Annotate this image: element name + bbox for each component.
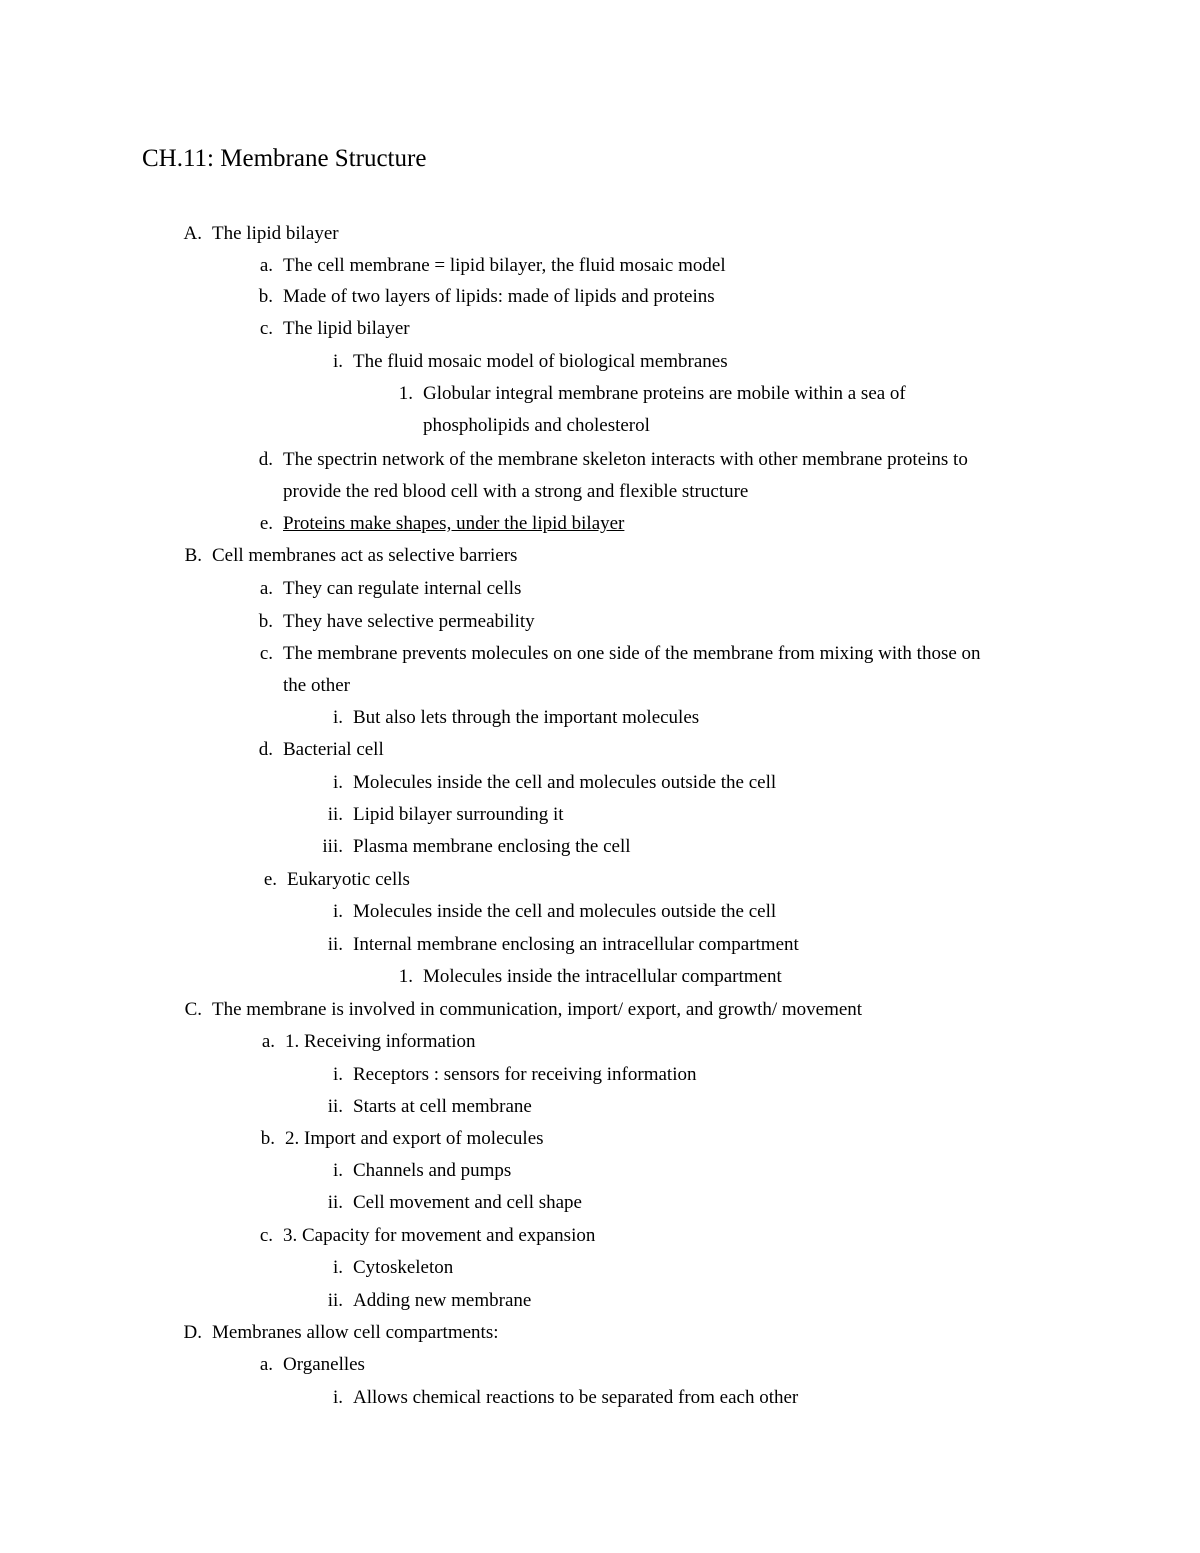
item-marker: b. xyxy=(258,286,273,307)
item-marker: b. xyxy=(258,611,273,632)
item-marker: i. xyxy=(332,1387,343,1408)
item-marker: a. xyxy=(259,578,273,599)
item-text: The cell membrane = lipid bilayer, the fluid mosaic model xyxy=(283,255,726,276)
item-text: Molecules inside the cell and molecules outside the cell xyxy=(353,901,777,922)
outline-item xyxy=(183,218,339,250)
outline-item xyxy=(259,313,410,345)
outline-item xyxy=(283,670,350,702)
item-text: The lipid bilayer xyxy=(283,318,410,339)
item-marker: i. xyxy=(332,351,343,372)
item-marker: c. xyxy=(259,643,273,664)
outline-item xyxy=(332,1382,799,1414)
item-marker: iii. xyxy=(322,836,343,857)
outline-item xyxy=(398,961,782,993)
item-marker: i. xyxy=(332,1064,343,1085)
outline-item xyxy=(259,573,522,605)
item-text: the other xyxy=(283,675,351,696)
item-text: They can regulate internal cells xyxy=(283,578,522,599)
item-marker: 1. xyxy=(398,966,413,987)
item-text: But also lets through the important molecules xyxy=(353,707,700,728)
item-marker: ii. xyxy=(327,934,343,955)
item-text: Membranes allow cell compartments: xyxy=(212,1322,499,1343)
outline-item xyxy=(327,1285,532,1317)
outline-item xyxy=(332,767,777,799)
item-text: Internal membrane enclosing an intracellular compartment xyxy=(353,934,799,955)
item-marker: i. xyxy=(332,1160,343,1181)
item-marker: ii. xyxy=(327,1290,343,1311)
item-text: Organelles xyxy=(283,1354,365,1375)
outline-item xyxy=(423,410,650,442)
item-text: Plasma membrane enclosing the cell xyxy=(353,836,631,857)
item-text: The fluid mosaic model of biological membranes xyxy=(353,351,728,372)
item-text: Eukaryotic cells xyxy=(287,869,410,890)
outline-item xyxy=(258,606,535,638)
outline-item xyxy=(332,1059,697,1091)
item-text: Cytoskeleton xyxy=(353,1257,454,1278)
item-marker: a. xyxy=(259,255,273,276)
item-text: Cell movement and cell shape xyxy=(353,1192,582,1213)
item-marker: i. xyxy=(332,901,343,922)
item-text: provide the red blood cell with a strong and flexible structure xyxy=(283,481,749,502)
item-text: They have selective permeability xyxy=(283,611,535,632)
item-text: Adding new membrane xyxy=(353,1290,532,1311)
outline-item xyxy=(332,346,728,378)
item-text: 2. Import and export of molecules xyxy=(285,1128,544,1149)
item-text: Receptors : sensors for receiving information xyxy=(353,1064,697,1085)
item-text: phospholipids and cholesterol xyxy=(423,415,650,436)
item-text: Lipid bilayer surrounding it xyxy=(353,804,564,825)
item-text: Starts at cell membrane xyxy=(353,1096,532,1117)
outline-item xyxy=(327,929,799,961)
outline-item xyxy=(261,1026,476,1058)
item-marker: e. xyxy=(259,513,273,534)
outline-item xyxy=(259,1349,365,1381)
outline-item xyxy=(258,444,968,476)
outline-item xyxy=(332,702,700,734)
item-marker: ii. xyxy=(327,1192,343,1213)
item-text: Made of two layers of lipids: made of lipids and proteins xyxy=(283,286,715,307)
item-text: The lipid bilayer xyxy=(212,223,339,244)
item-text: Channels and pumps xyxy=(353,1160,512,1181)
item-marker: d. xyxy=(258,739,273,760)
outline-item xyxy=(332,1155,512,1187)
item-marker: b. xyxy=(260,1128,275,1149)
outline-item xyxy=(327,799,564,831)
outline-item xyxy=(398,378,906,410)
item-text: The membrane prevents molecules on one side of the membrane from mixing with those on xyxy=(283,643,981,664)
item-text: Proteins make shapes, under the lipid bilayer xyxy=(283,513,625,534)
outline-item xyxy=(259,250,726,282)
item-marker: d. xyxy=(258,449,273,470)
outline-item xyxy=(183,1317,499,1349)
item-text: 1. Receiving information xyxy=(285,1031,476,1052)
item-text: Globular integral membrane proteins are mobile within a sea of xyxy=(423,383,906,404)
item-text: The membrane is involved in communication, import/ export, and growth/ movement xyxy=(212,999,863,1020)
outline-item xyxy=(260,1123,544,1155)
item-marker: i. xyxy=(332,1257,343,1278)
outline-item xyxy=(259,508,625,540)
outline-item xyxy=(259,638,981,670)
outline-item xyxy=(332,1252,454,1284)
item-text: Allows chemical reactions to be separated from each other xyxy=(353,1387,799,1408)
item-marker: a. xyxy=(261,1031,275,1052)
item-text: Cell membranes act as selective barriers xyxy=(212,545,518,566)
item-marker: D. xyxy=(183,1322,202,1343)
item-marker: ii. xyxy=(327,1096,343,1117)
outline-item xyxy=(263,864,410,896)
outline-item xyxy=(184,540,518,572)
item-text: Bacterial cell xyxy=(283,739,384,760)
item-text: 3. Capacity for movement and expansion xyxy=(283,1225,596,1246)
outline-item xyxy=(332,896,777,928)
item-marker: c. xyxy=(259,318,273,339)
item-marker: i. xyxy=(332,707,343,728)
outline-item xyxy=(258,281,715,313)
item-marker: C. xyxy=(184,999,202,1020)
outline-item xyxy=(283,476,748,508)
item-marker: c. xyxy=(259,1225,273,1246)
item-text: Molecules inside the intracellular compartment xyxy=(423,966,782,987)
item-marker: 1. xyxy=(398,383,413,404)
outline-item xyxy=(258,734,384,766)
outline-item xyxy=(327,1187,582,1219)
item-marker: A. xyxy=(183,223,202,244)
item-marker: i. xyxy=(332,772,343,793)
item-marker: a. xyxy=(259,1354,273,1375)
outline-item xyxy=(259,1220,596,1252)
item-text: The spectrin network of the membrane skeleton interacts with other membrane proteins to xyxy=(283,449,968,470)
page-title: CH.11: Membrane Structure xyxy=(142,145,427,172)
outline-item xyxy=(322,831,631,863)
item-marker: B. xyxy=(184,545,202,566)
item-text: Molecules inside the cell and molecules outside the cell xyxy=(353,772,777,793)
item-marker: ii. xyxy=(327,804,343,825)
outline-item xyxy=(184,994,863,1026)
outline-item xyxy=(327,1091,532,1123)
item-marker: e. xyxy=(263,869,277,890)
